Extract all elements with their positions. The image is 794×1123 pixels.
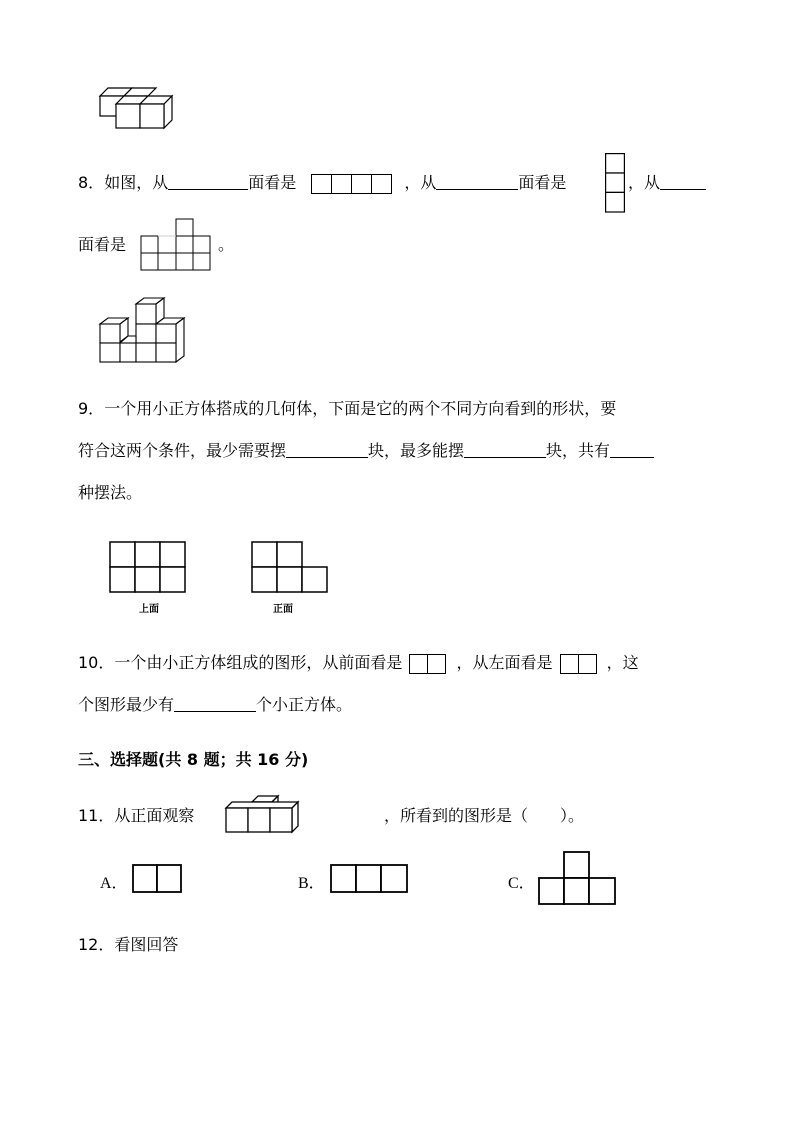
q10-blank[interactable] (174, 695, 256, 712)
q8-cube-figure (98, 296, 188, 364)
q9-text: 块，最多能摆 (368, 441, 465, 460)
q9-front-view (251, 541, 331, 595)
q8-text: 面看是 (518, 173, 567, 192)
q11-option-c[interactable] (538, 851, 618, 907)
q9-line3 (78, 482, 142, 504)
q9-blank-max[interactable] (464, 441, 546, 458)
q8-text: 。 (218, 235, 235, 254)
q9-blank-ways[interactable] (610, 441, 654, 458)
q10-text: 个图形最少有 (78, 695, 175, 714)
q10-line1 (78, 652, 639, 674)
q9-caption-top: 上面 (139, 604, 159, 615)
q8-blank-1[interactable] (168, 173, 248, 190)
q8-text: ，从 (628, 173, 661, 192)
q11-cube-figure (224, 794, 302, 834)
q9-text: 符合这两个条件，最少需要摆 (78, 441, 287, 460)
q8-line2-end (218, 234, 234, 256)
q10-text: 个小正方体。 (256, 695, 353, 714)
q10-front-view (409, 654, 446, 674)
q8-blank-3[interactable] (660, 173, 706, 190)
q11-option-a-label[interactable]: A． (100, 875, 128, 892)
q9-blank-min[interactable] (286, 441, 368, 458)
section-3-title: 三、选择题(共 8 题；共 16 分) (78, 750, 309, 769)
q8-view-column-3 (605, 153, 625, 213)
q8-text: 如图，从 (104, 173, 169, 192)
q12-text: 看图回答 (114, 935, 179, 954)
q9-top-view (109, 541, 189, 595)
q11-text: 从正面观察 (114, 806, 195, 825)
q11-option-c-label[interactable]: C． (508, 875, 535, 892)
q9-text: 一个用小正方体搭成的几何体，下面是它的两个不同方向看到的形状，要 (104, 399, 617, 418)
q9-caption-front: 正面 (273, 604, 293, 615)
q8-text: 面看是 (248, 173, 297, 192)
q8-line1-end (628, 172, 706, 194)
cube-figure-top (98, 82, 180, 130)
q12-line (78, 934, 178, 956)
q8-number: 8． (78, 173, 105, 192)
q9-text: 种摆法。 (78, 483, 143, 502)
q8-line2 (78, 234, 126, 256)
q9-text: 块，共有 (546, 441, 611, 460)
q11-option-a[interactable] (132, 864, 184, 894)
q9-line2 (78, 440, 654, 462)
q10-text: ，这 (606, 653, 639, 672)
q11-line-end (384, 805, 584, 827)
q10-line2 (78, 694, 352, 716)
q9-number: 9． (78, 399, 105, 418)
q8-view-row-4 (311, 174, 392, 194)
q8-line1 (78, 172, 566, 194)
q11-text: ，所看到的图形是（ ）。 (384, 806, 585, 825)
q10-left-view (560, 654, 597, 674)
q10-text: 一个由小正方体组成的图形，从前面看是 (114, 653, 403, 672)
q9-line1 (78, 398, 616, 420)
q11-option-b[interactable] (330, 864, 410, 894)
q11-option-b-label[interactable]: B． (298, 875, 325, 892)
q10-text: ，从左面看是 (456, 653, 553, 672)
q10-number: 10． (78, 653, 115, 672)
q8-blank-2[interactable] (436, 173, 518, 190)
q8-text: ，从 (404, 173, 437, 192)
q8-view-grid (140, 218, 212, 272)
q11-number: 11． (78, 806, 115, 825)
q11-line (78, 805, 194, 827)
q8-text: 面看是 (78, 235, 127, 254)
q12-number: 12． (78, 935, 115, 954)
